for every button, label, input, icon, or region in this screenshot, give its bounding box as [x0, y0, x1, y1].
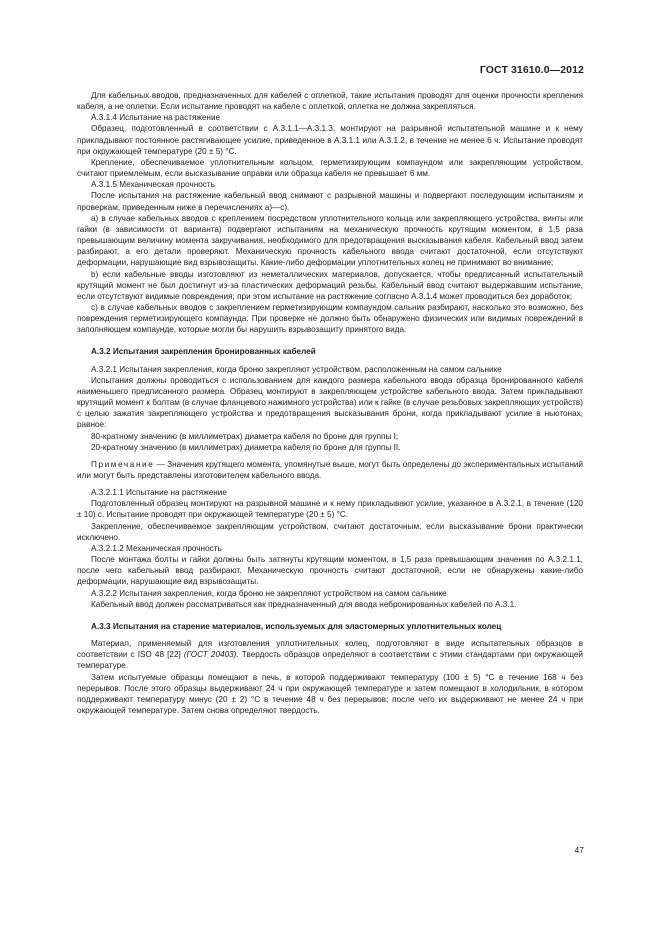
- standard-header: ГОСТ 31610.0—2012: [479, 64, 584, 76]
- list-item: а) в случае кабельных вводов с креплением посредством уплотнительного кольца или закрепляющего устройства, винты или гайки (в зависимости от варианта) подвергают испытаниям на механическую прочность крутящим моментом, в 1,5 раза превышающим величину момента закручивания, необходимого для предотвращения высказывания кабеля. Кабельный ввод затем разбирают, а его детали проверяют. Механическую прочность кабельного ввода считают достаточной, если отсутствуют деформации, нарушающие вид взрывозащиты. Какие-либо деформации уплотнительных колец не принимают во внимание;: [77, 213, 583, 268]
- section-heading: А.3.2 Испытания закрепления бронированных кабелей: [91, 347, 316, 357]
- paragraph: Кабельный ввод должен рассматриваться как предназначенный для ввода небронированных кабелей по А.3.1.: [91, 599, 517, 609]
- clause-title: А.3.1.4 Испытание на растяжение: [91, 113, 221, 123]
- clause-title: А.3.2.1 Испытания закрепления, когда броню закрепляют устройством, расположенным на самом сальнике: [91, 364, 502, 374]
- clause-title: А.3.2.2 Испытания закрепления, когда броню не закрепляют устройством на самом сальнике: [91, 588, 447, 598]
- paragraph: Испытания должны проводиться с использованием для каждого размера кабельного ввода образца бронированного кабеля наименьшего предписанного размера. Образец монтируют в закрепляющем устройстве кабельного ввода. Затем прикладывают крутящий момент к болтам (в случае фланцевого нажимного устройства) или к гайке (в случае резьбовых закрепляющих устройств) с целью зажатия закрепляющего устройства и предотвращения высказывания брони, когда прикладывают усилие в ньютонах, равное:: [77, 375, 583, 430]
- clause-title: А.3.2.1.1 Испытание на растяжение: [91, 488, 227, 498]
- paragraph: После монтажа болты и гайки должны быть затянуты крутящим моментом, в 1,5 раза превышающим значения по А.3.2.1.1, после чего кабельный ввод разбирают. Механическую прочность считают достаточной, если не обнаружены какие-либо деформации, нарушающие вид взрывозащиты.: [77, 555, 583, 587]
- paragraph: Затем испытуемые образцы помещают в печь, в которой поддерживают температуру (100 ± 5) °С в течение 168 ч без перерывов. После этого образцы выдерживают 24 ч при окружающей температуре и затем помещают в холодильник, в котором поддерживают температуру минус (20 ± 2) °С в течение 48 ч без перерывов; после чего их выдерживают не менее 24 ч при окружающей температуре. Затем снова определяют твердость.: [77, 672, 583, 715]
- note: [77, 459, 583, 481]
- note-label: Примечание: [91, 459, 155, 469]
- section-heading: А.3.3 Испытания на старение материалов, используемых для эластомерных уплотнительных колец: [91, 621, 502, 631]
- paragraph-text: Материал, применяемый для изготовления уплотнительных колец, подготовляют в виде испытательных образцов в соответствии с ISO 48 [22]: [77, 639, 583, 660]
- note-text: — Значения крутящего момента, упомянутые выше, могут быть определены до экспериментальных испытаний или могут быть представлены изготовителем кабельного ввода.: [77, 459, 583, 480]
- paragraph: Для кабельных вводов, предназначенных для кабелей с оплеткой, такие испытания проводят для оценки прочности крепления кабеля, а не оплетки. Если испытание проводят на кабеле с оплеткой, оплетка не должна закрепляться.: [77, 91, 583, 112]
- list-item: с) в случае кабельных вводов с закреплением герметизирующим компаундом сальник разбирают, насколько это возможно, без повреждения герметизирующего компаунда. При проверке не должно быть обнаружено физических или видимых повреждений в заполняющем компаунде, которые могли бы нарушить взрывозащиту принятого вида.: [77, 302, 583, 335]
- clause-title: А.3.2.1.2 Механическая прочность: [91, 543, 222, 553]
- paragraph: Крепление, обеспечиваемое уплотнительным кольцом, герметизирующим компаундом или закрепляющим устройством, считают приемлемым, если высказывание оправки или образца кабеля не превышает 6 мм.: [77, 157, 583, 179]
- paragraph: После испытания на растяжение кабельный ввод снимают с разрывной машины и подвергают последующим испытаниям и проверкам, приведенным ниже в перечислениях а)—с).: [77, 191, 583, 212]
- page-number: 47: [574, 845, 584, 855]
- list-item: 20-кратному значению (в миллиметрах) диаметра кабеля по броне для группы II.: [91, 442, 401, 452]
- standard-reference: (ГОСТ 20403).: [183, 650, 239, 660]
- document-body: [77, 90, 583, 716]
- paragraph: [77, 638, 583, 671]
- paragraph-text: Твердость образцов определяют в соответствии с этими стандартами при окружающей температуре.: [77, 650, 583, 671]
- list-item: 80-кратному значению (в миллиметрах) диаметра кабеля по броне для группы I;: [91, 431, 399, 441]
- clause-title: А.3.1.5 Механическая прочность: [91, 180, 215, 190]
- paragraph: Подготовленный образец монтируют на разрывной машине и к нему прикладывают усилие, указанное в А.3.2.1, в течение (120 ± 10) с. Испытание проводят при окружающей температуре (20 ± 5) °С.: [77, 499, 583, 520]
- paragraph: Образец, подготовленный в соответствии с А.3.1.1—А.3.1.3, монтируют на разрывной испытательной машине и к нему прикладывают постоянное растягивающее усилие, приведенное в А.3.1.1 или А.3.1.2, в течение не менее 6 ч. Испытание проводят при окружающей температуре (20 ± 5) °С.: [77, 124, 583, 156]
- list-item: b) если кабельные вводы изготовляют из неметаллических материалов, допускается, чтобы предписанный испытательный крутящий момент не был достигнут из-за пластических деформаций резьбы. Кабельный ввод считают выдержавшим испытание, если отсутствуют видимые повреждения; при этом испытание на растяжение согласно А.3.1.4 может проводиться без доработок;: [77, 269, 583, 301]
- paragraph: Закрепление, обеспечиваемое закрепляющим устройством, считают достаточным, если высказывание брони практически исключено.: [77, 521, 583, 542]
